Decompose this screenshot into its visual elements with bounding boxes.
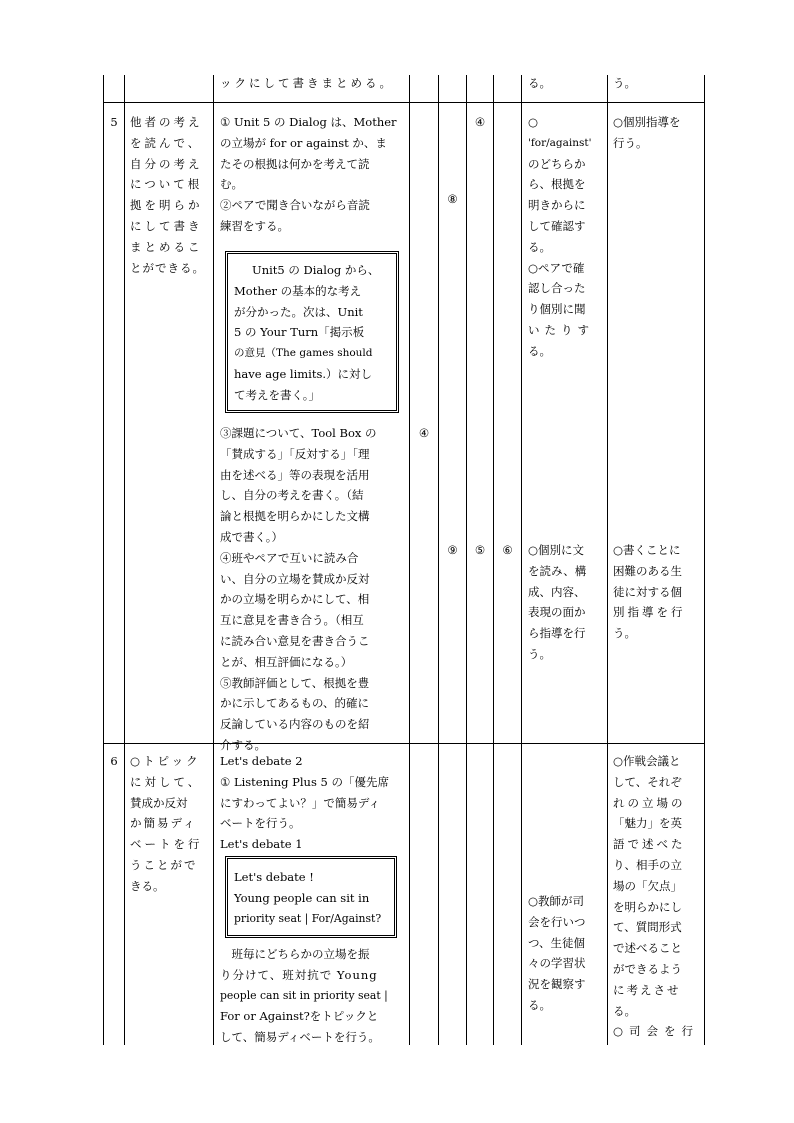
content-cell-part2	[220, 423, 377, 756]
eval-line: 成、内容、	[528, 584, 586, 599]
box-line: Mother の基本的な考え	[234, 283, 362, 298]
goal-cell	[130, 751, 203, 897]
support-line: う。	[613, 626, 636, 641]
support-line: に考えさせ	[613, 982, 681, 997]
eval-line: つ、生徒個	[528, 935, 586, 950]
content-line: して、簡易ディベートを行う。	[220, 1030, 380, 1045]
goal-line: ○トピック	[130, 754, 201, 768]
support-line: ○個別指導を	[613, 115, 681, 129]
box-line: Unit5 の Dialog から、	[252, 263, 380, 277]
eval-line: る。	[528, 997, 551, 1012]
content-line: 練習をする。	[220, 218, 289, 233]
eval-cell	[528, 540, 586, 665]
content-line: Let's debate 2	[220, 754, 303, 768]
box-line: が分かった。次は、Unit	[234, 304, 363, 319]
table-border-left	[103, 75, 104, 1045]
box-line: の意見（The games should	[234, 347, 373, 360]
eval-line: ら、根拠を	[528, 177, 586, 192]
content-line: にすわってよい？」で簡易ディ	[220, 795, 380, 810]
mark: ⑥	[502, 543, 513, 557]
eval-line: 明きからに	[528, 198, 586, 213]
support-line: 困難のある生	[613, 563, 682, 578]
goal-line: か簡易ディ	[130, 816, 197, 831]
goal-line: ベートを行	[130, 837, 203, 852]
content-line: ②ペアで聞き合いながら音読	[220, 198, 370, 213]
content-cell-part2	[220, 944, 388, 1048]
eval-line: して確認す	[528, 218, 586, 233]
content-line: Let's debate 1	[220, 837, 303, 852]
support-line: 行う。	[613, 135, 648, 150]
content-line: ④班やペアで互いに読み合	[220, 550, 359, 565]
box-line: have age limits.）に対し	[234, 366, 373, 381]
eval-line: 況を観察す	[528, 977, 586, 992]
eval-cell	[528, 112, 594, 362]
row-divider	[103, 102, 705, 103]
eval-line: を読み、構	[528, 563, 587, 578]
mark: ⑤	[474, 543, 486, 557]
content-line: し、自分の考えを書く。（結	[220, 488, 364, 503]
mark: ④	[474, 115, 486, 129]
eval-line: 'for/against'	[528, 136, 592, 149]
box-line: priority seat | For/Against?	[234, 911, 382, 925]
support-line: れの立場の	[613, 795, 686, 810]
row-number: 5	[110, 115, 118, 129]
eval-line: 表現の面か	[528, 605, 586, 620]
goal-line: 拠を明らか	[130, 198, 203, 213]
box-line: Young people can sit in	[234, 890, 370, 905]
eval-line: る。	[528, 239, 551, 254]
column-divider	[607, 75, 608, 1045]
mark: ⑧	[447, 192, 458, 206]
goal-line: 自分の考え	[130, 156, 203, 171]
mark: ④	[418, 426, 430, 440]
eval-line: う。	[528, 646, 551, 661]
goal-cell	[130, 112, 205, 278]
support-line: で述べること	[613, 941, 682, 956]
content-line: ① Unit 5 の Dialog は、Mother	[220, 115, 397, 129]
box-line: て考えを書く。」	[234, 387, 321, 402]
content-line: 論と根拠を明らかにした文構	[220, 509, 370, 524]
content-line: For or Against?をトピックと	[220, 1009, 379, 1024]
eval-line: ○個別に文	[528, 543, 585, 557]
goal-line: にして書き	[130, 218, 203, 233]
eval-line: のどちらか	[528, 156, 586, 171]
goal-line: について根	[130, 177, 203, 192]
goal-line: とができる。	[130, 260, 205, 275]
content-line: かに示してあるもの、的確に	[220, 696, 370, 711]
support-line: ○作戦会議と	[613, 754, 681, 768]
column-divider	[409, 75, 410, 1045]
box-line: 5 の Your Turn「掲示板	[234, 325, 365, 340]
goal-line: 賛成か反対	[130, 795, 188, 810]
top-eval-tail: る。	[528, 76, 551, 90]
support-line: ○書くことに	[613, 543, 681, 557]
support-cell	[613, 540, 686, 644]
support-cell	[613, 112, 681, 154]
row-number: 6	[110, 754, 118, 768]
goal-line: きる。	[130, 878, 165, 893]
content-line: 由を述べる」等の表現を活用	[220, 467, 370, 482]
column-divider	[124, 75, 125, 1045]
eval-line: ○	[528, 115, 539, 129]
support-line: 徒に対する個	[613, 584, 682, 599]
support-line: て、質問形式	[613, 920, 682, 935]
support-line: を明らかにし	[613, 899, 682, 914]
support-line: 「魅力」を英	[613, 816, 682, 831]
top-content-tail: ックにして書きまとめる。	[220, 76, 394, 90]
support-line: ができるよう	[613, 961, 682, 976]
content-cell-part1	[220, 751, 389, 855]
support-cell	[613, 751, 699, 1042]
eval-line: 認し合った	[528, 281, 586, 296]
support-line: 語で述べた	[613, 837, 686, 852]
eval-line: ○教師が司	[528, 894, 585, 908]
eval-line: 会を行いつ	[528, 914, 586, 929]
table-border-right	[704, 75, 705, 1045]
goal-line: うことがで	[130, 857, 198, 872]
eval-cell	[528, 891, 586, 1016]
content-line: 互に意見を書き合う。（相互	[220, 613, 364, 628]
content-line: い、自分の立場を賛成か反対	[220, 571, 370, 586]
content-line: り分けて、班対抗で Young	[220, 967, 378, 982]
goal-line: に対して、	[130, 774, 203, 789]
goal-line: まとめるこ	[130, 239, 203, 254]
support-line: り、相手の立	[613, 857, 682, 872]
eval-line: 々の学習状	[528, 956, 586, 971]
support-line: ○司会を行	[613, 1024, 700, 1039]
content-line: ③課題について、Tool Box の	[220, 426, 377, 440]
content-line: 「賛成する」「反対する」「理	[220, 446, 370, 461]
goal-line: を読んで、	[130, 135, 203, 150]
support-line: る。	[613, 1003, 636, 1018]
support-line: 場の「欠点」	[613, 878, 682, 893]
content-line: とが、相互評価になる。）	[220, 654, 353, 669]
content-line: ① Listening Plus 5 の「優先席	[220, 774, 389, 789]
goal-line: 他者の考え	[130, 115, 203, 129]
eval-line: り個別に聞	[528, 302, 586, 317]
box-line: Let's debate !	[234, 870, 314, 884]
content-line: たその根拠は何かを考えて読	[220, 156, 370, 171]
support-line: 別指導を行	[613, 605, 686, 620]
debate-topic-box	[225, 856, 397, 938]
content-cell-part1	[220, 112, 397, 237]
content-line: 成で書く。）	[220, 529, 284, 544]
content-line: の立場が for or against か、ま	[220, 135, 387, 150]
content-line: 班毎にどちらかの立場を振	[220, 947, 370, 961]
content-line: 反論している内容のものを紹	[220, 717, 370, 732]
content-line: ⑤教師評価として、根拠を豊	[220, 675, 370, 690]
eval-line: る。	[528, 343, 551, 358]
eval-line: ら指導を行	[528, 626, 586, 641]
column-divider	[521, 75, 522, 1045]
eval-line: ○ペアで確	[528, 260, 585, 275]
content-line: む。	[220, 177, 243, 192]
top-support-tail: う。	[613, 76, 636, 90]
support-line: して、それぞ	[613, 774, 682, 789]
content-line: ベートを行う。	[220, 816, 301, 831]
row-divider	[103, 743, 705, 744]
column-divider	[213, 75, 214, 1045]
task-box	[225, 251, 399, 413]
eval-line: いたりす	[528, 322, 594, 337]
mark: ⑨	[447, 543, 458, 557]
content-line: に読み合い意見を書き合うこ	[220, 633, 370, 648]
content-line: かの立場を明らかにして、相	[220, 592, 370, 607]
content-line: 介する。	[220, 737, 266, 752]
content-line: people can sit in priority seat |	[220, 988, 388, 1002]
